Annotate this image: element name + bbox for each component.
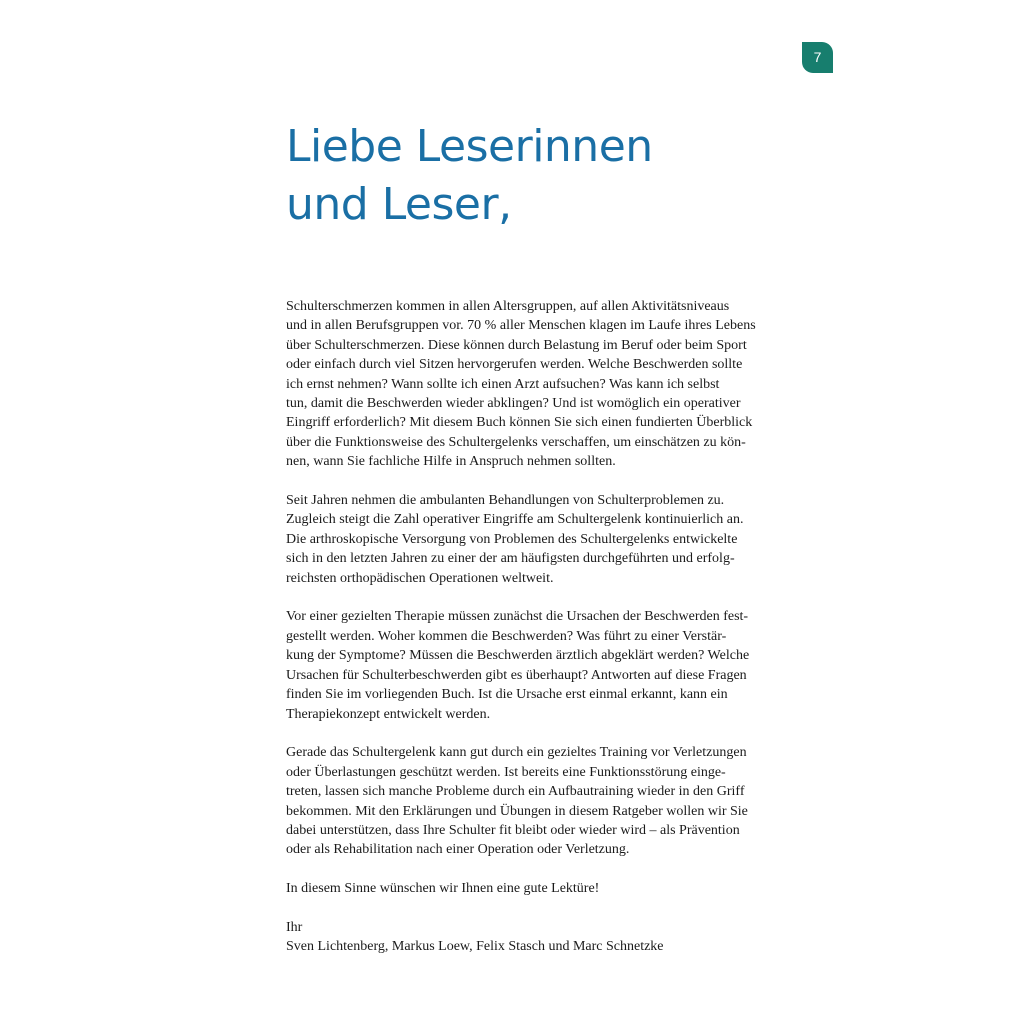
text-line: dabei unterstützen, dass Ihre Schulter fit bleibt oder wieder wird – als Prävention [286, 822, 740, 838]
title-line: Liebe Leserinnen [286, 121, 653, 172]
text-line: über Schulterschmerzen. Diese können durch Belastung im Beruf oder beim Sport [286, 337, 747, 353]
paragraph-treatments [286, 491, 796, 588]
paragraph-wishes [286, 879, 796, 898]
text-line: über die Funktionsweise des Schultergelenks verschaffen, um einschätzen zu kön- [286, 434, 746, 450]
author-names: Sven Lichtenberg, Markus Loew, Felix Stasch und Marc Schnetzke [286, 939, 664, 955]
text-line: Zugleich steigt die Zahl operativer Eingriffe am Schultergelenk kontinuierlich an. [286, 512, 744, 528]
text-line: gestellt werden. Woher kommen die Beschwerden? Was führt zu einer Verstär- [286, 628, 727, 644]
salutation: Ihr [286, 919, 303, 935]
text-line: oder als Rehabilitation nach einer Operation oder Verletzung. [286, 842, 630, 858]
paragraph-intro [286, 297, 796, 472]
page-number-badge: 7 [802, 42, 833, 73]
page-title [286, 118, 806, 234]
text-line: Gerade das Schultergelenk kann gut durch ein gezieltes Training vor Verletzungen [286, 745, 747, 761]
text-line: nen, wann Sie fachliche Hilfe in Anspruch nehmen sollten. [286, 454, 616, 470]
text-line: treten, lassen sich manche Probleme durch ein Aufbautraining wieder in den Griff [286, 784, 745, 800]
text-line: Seit Jahren nehmen die ambulanten Behandlungen von Schulterproblemen zu. [286, 493, 725, 509]
text-line: sich in den letzten Jahren zu einer der am häufigsten durchgeführten und erfolg- [286, 551, 735, 567]
text-line: Eingriff erforderlich? Mit diesem Buch können Sie sich einen fundierten Überblick [286, 415, 753, 431]
paragraph-training [286, 743, 796, 859]
text-line: oder einfach durch viel Sitzen hervorgerufen werden. Welche Beschwerden sollte [286, 357, 743, 373]
text-line: finden Sie im vorliegenden Buch. Ist die Ursache erst einmal erkannt, kann ein [286, 687, 728, 703]
text-line: ich ernst nehmen? Wann sollte ich einen Arzt aufsuchen? Was kann ich selbst [286, 376, 720, 392]
text-line: und in allen Berufsgruppen vor. 70 % aller Menschen klagen im Laufe ihres Lebens [286, 318, 756, 334]
text-line: Schulterschmerzen kommen in allen Altersgruppen, auf allen Aktivitätsniveaus [286, 299, 730, 314]
text-line: bekommen. Mit den Erklärungen und Übungen in diesem Ratgeber wollen wir Sie [286, 803, 748, 819]
title-line: und Leser, [286, 179, 512, 230]
text-line: Vor einer gezielten Therapie müssen zunächst die Ursachen der Beschwerden fest- [286, 609, 749, 625]
text-line: Die arthroskopische Versorgung von Problemen des Schultergelenks entwickelte [286, 531, 738, 547]
text-line: oder Überlastungen geschützt werden. Ist bereits eine Funktionsstörung einge- [286, 764, 726, 780]
paragraph-causes [286, 607, 796, 723]
text-line: Therapiekonzept entwickelt werden. [286, 706, 491, 722]
body-text [286, 297, 796, 957]
text-line: In diesem Sinne wünschen wir Ihnen eine gute Lektüre! [286, 881, 600, 897]
text-line: Ursachen für Schulterbeschwerden gibt es überhaupt? Antworten auf diese Fragen [286, 667, 747, 683]
closing-signature [286, 918, 796, 957]
text-line: tun, damit die Beschwerden wieder abklingen? Und ist womöglich ein operativer [286, 396, 741, 412]
text-line: kung der Symptome? Müssen die Beschwerden ärztlich abgeklärt werden? Welche [286, 648, 750, 664]
text-line: reichsten orthopädischen Operationen weltweit. [286, 570, 554, 586]
